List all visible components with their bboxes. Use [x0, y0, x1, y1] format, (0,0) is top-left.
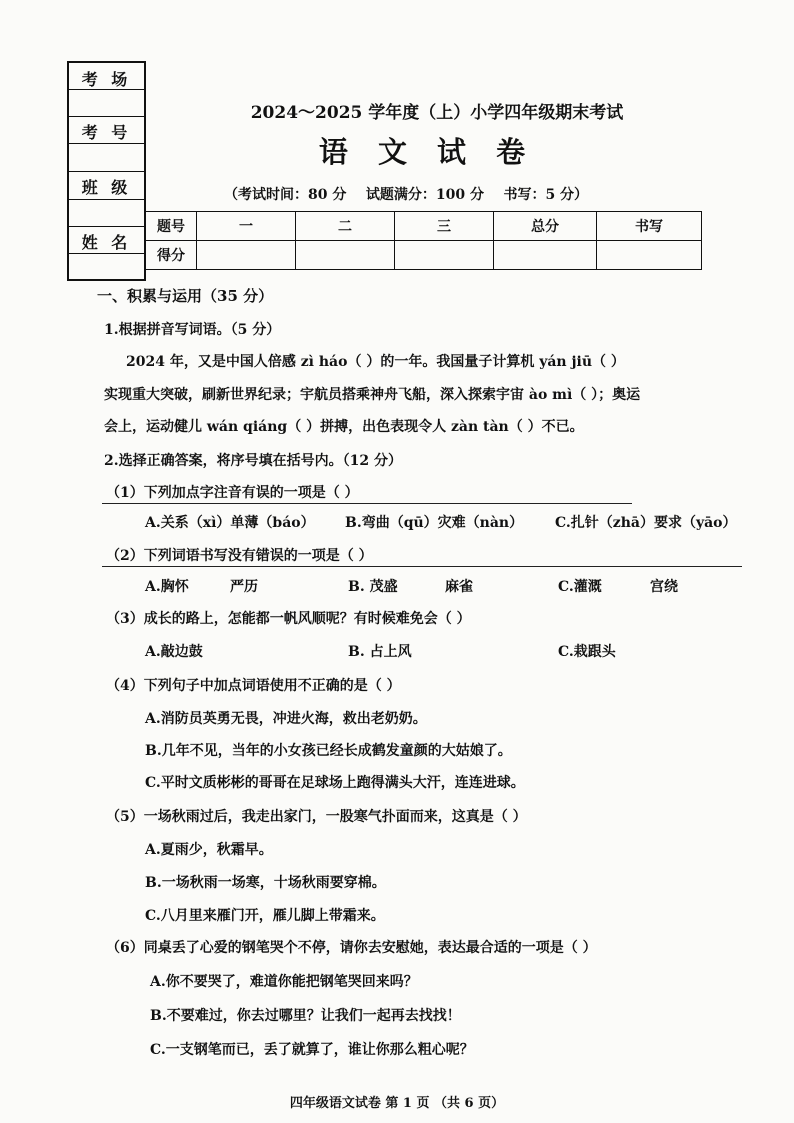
- section-heading: 一、积累与运用（35 分）: [97, 287, 274, 305]
- sub-question-stem: （3）成长的路上，怎能都一帆风顺呢？有时候难免会（ ）: [106, 611, 471, 627]
- class-label: 班 级: [81, 178, 132, 197]
- score-header-cell: 一: [197, 212, 296, 241]
- option: C.平时文质彬彬的哥哥在足球场上跑得满头大汗，连连进球。: [145, 775, 525, 791]
- option: C.扎针（zhā）要求（yāo）: [555, 515, 737, 531]
- question-text-line: 会上，运动健儿 wán qiáng（ ）拼搏，出色表现令人 zàn tàn（ ）不已。: [104, 419, 584, 435]
- option: C.栽跟头: [558, 644, 616, 660]
- question-text-line: 2024 年，又是中国人倍感 zì háo（ ）的一年。我国量子计算机 yán jiū（ ）: [126, 354, 625, 370]
- option: A.胸怀: [145, 579, 189, 595]
- exam-info-box: [67, 61, 146, 281]
- option: A.夏雨少，秋霜早。: [145, 842, 273, 858]
- option: A.关系（xì）单薄（báo）: [145, 515, 315, 531]
- exam-room-label: 考 场: [81, 70, 132, 89]
- score-input-cell[interactable]: [597, 241, 702, 270]
- score-header-cell: 三: [395, 212, 494, 241]
- score-row-label: 得分: [146, 241, 197, 270]
- option: 严历: [230, 579, 258, 595]
- class-field[interactable]: [69, 199, 144, 200]
- score-table-header-row: [146, 212, 702, 241]
- name-label: 姓 名: [81, 233, 132, 252]
- question-text-line: 实现重大突破，刷新世界纪录；宇航员搭乘神舟飞船，深入探索宇宙 ào mì（ ）；奥运: [104, 387, 641, 403]
- option: C.灌溉: [558, 579, 602, 595]
- score-header-cell: 二: [296, 212, 395, 241]
- option: C.八月里来雁门开，雁儿脚上带霜来。: [145, 908, 385, 924]
- sub-question-stem: （6）同桌丢了心爱的钢笔哭个不停，请你去安慰她，表达最合适的一项是（ ）: [106, 940, 597, 956]
- question-title: 1.根据拼音写词语。（5 分）: [104, 322, 281, 338]
- option: B. 茂盛: [348, 579, 398, 595]
- divider: [69, 171, 144, 172]
- option: B.弯曲（qū）灾难（nàn）: [345, 515, 524, 531]
- question-title: 2.选择正确答案，将序号填在括号内。（12 分）: [104, 453, 402, 469]
- option: A.你不要哭了，难道你能把钢笔哭回来吗？: [150, 974, 418, 990]
- option: A.消防员英勇无畏，冲进火海，救出老奶奶。: [145, 711, 427, 727]
- option: A.敲边鼓: [145, 644, 203, 660]
- sub-question-stem: （2）下列词语书写没有错误的一项是（ ）: [106, 548, 373, 564]
- exam-title: 2024～2025 学年度（上）小学四年级期末考试: [250, 103, 624, 123]
- score-header-cell: 题号: [146, 212, 197, 241]
- score-table: [145, 211, 702, 270]
- option: B.一场秋雨一场寒，十场秋雨要穿棉。: [145, 875, 386, 891]
- underline-rule: [102, 503, 632, 504]
- score-input-cell[interactable]: [395, 241, 494, 270]
- option: 麻雀: [445, 579, 473, 595]
- subject-title: 语 文 试 卷: [318, 135, 536, 169]
- option: C.一支钢笔而已，丢了就算了，谁让你那么粗心呢？: [150, 1042, 474, 1058]
- sub-question-stem: （4）下列句子中加点词语使用不正确的是（ ）: [106, 678, 401, 694]
- option: B.不要难过，你去过哪里？让我们一起再去找找！: [150, 1008, 461, 1024]
- underline-rule: [102, 566, 742, 567]
- score-table-score-row: [146, 241, 702, 270]
- score-input-cell[interactable]: [197, 241, 296, 270]
- page-footer: 四年级语文试卷 第 1 页 （共 6 页）: [289, 1096, 505, 1111]
- sub-question-stem: （1）下列加点字注音有误的一项是（ ）: [106, 485, 359, 501]
- exam-info-line: （考试时间：80 分 试题满分：100 分 书写：5 分）: [224, 187, 589, 203]
- option: B. 占上风: [348, 644, 412, 660]
- score-input-cell[interactable]: [494, 241, 597, 270]
- sub-question-stem: （5）一场秋雨过后，我走出家门，一股寒气扑面而来，这真是（ ）: [106, 809, 527, 825]
- name-field[interactable]: [69, 253, 144, 254]
- score-input-cell[interactable]: [296, 241, 395, 270]
- score-header-cell: 书写: [597, 212, 702, 241]
- divider: [69, 226, 144, 227]
- option: B.几年不见，当年的小女孩已经长成鹤发童颜的大姑娘了。: [145, 743, 512, 759]
- exam-number-label: 考 号: [81, 123, 132, 142]
- score-header-cell: 总分: [494, 212, 597, 241]
- option: 宫绕: [650, 579, 678, 595]
